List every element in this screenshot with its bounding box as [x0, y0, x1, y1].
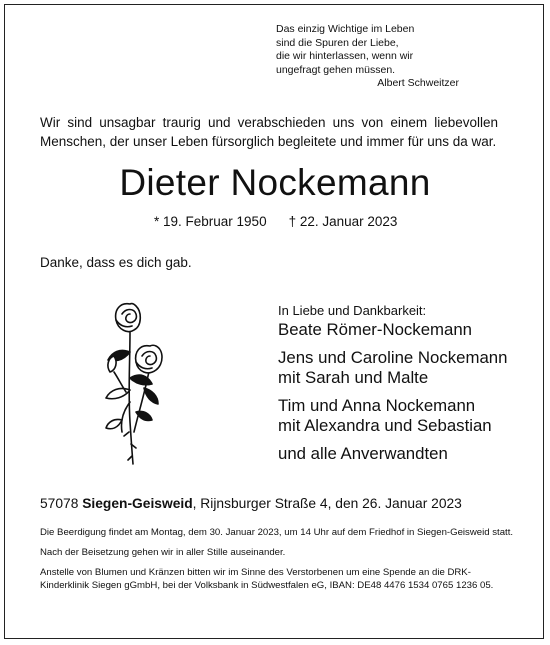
address-date: , Rijnsburger Straße 4, den 26. Januar 2023 — [192, 496, 462, 511]
death-date: † 22. Januar 2023 — [288, 214, 398, 229]
quote-line: Das einzig Wichtige im Leben — [276, 23, 415, 35]
burial-info: Nach der Beisetzung gehen wir in aller Stille auseinander. — [40, 547, 286, 558]
mourner-entry: und alle Anverwandten — [278, 444, 448, 463]
postcode: 57078 — [40, 496, 79, 511]
birth-date: * 19. Februar 1950 — [154, 214, 267, 229]
quote-author: Albert Schweitzer — [377, 77, 459, 90]
place-and-date — [40, 496, 462, 511]
quote-line: sind die Spuren der Liebe, — [276, 36, 399, 49]
mourner-entry: Beate Römer-Nockemann — [278, 320, 473, 339]
mourners-list — [278, 320, 507, 464]
mourners-intro: In Liebe und Dankbarkeit: — [278, 303, 427, 318]
funeral-notes — [40, 527, 518, 600]
mourner-entry: mit Alexandra und Sebastian — [278, 416, 492, 435]
donation-info: Anstelle von Blumen und Kränzen bitten wir im Sinne des Verstorbenen um eine Spende an die DRK-Kinderklinik Siegen gGmbH, bei der Volksbank in Südwestfalen eG, IBAN: DE48 4476 1534 0765 1236 05. — [40, 567, 494, 591]
thanks-line: Danke, dass es dich gab. — [40, 255, 192, 270]
life-dates — [154, 214, 397, 229]
mourner-entry: mit Sarah und Malte — [278, 368, 429, 387]
quote-line: ungefragt gehen müssen. — [276, 63, 396, 76]
rose-illustration — [86, 292, 186, 468]
quote-line: die wir hinterlassen, wenn wir — [276, 50, 414, 63]
intro-text: Wir sind unsagbar traurig und verabschieden uns von einem liebevollen Menschen, der unser Leben fürsorglich begleitete und immer für uns da war. — [40, 115, 498, 149]
funeral-info: Die Beerdigung findet am Montag, dem 30. Januar 2023, um 14 Uhr auf dem Friedhof in Siegen-Geisweid statt. — [40, 527, 514, 538]
deceased-name: Dieter Nockemann — [119, 162, 431, 203]
mourner-entry: Tim und Anna Nockemann — [278, 396, 476, 415]
epigraph-quote — [276, 23, 476, 91]
city: Siegen-Geisweid — [82, 496, 193, 511]
mourner-entry: Jens und Caroline Nockemann — [278, 348, 508, 367]
